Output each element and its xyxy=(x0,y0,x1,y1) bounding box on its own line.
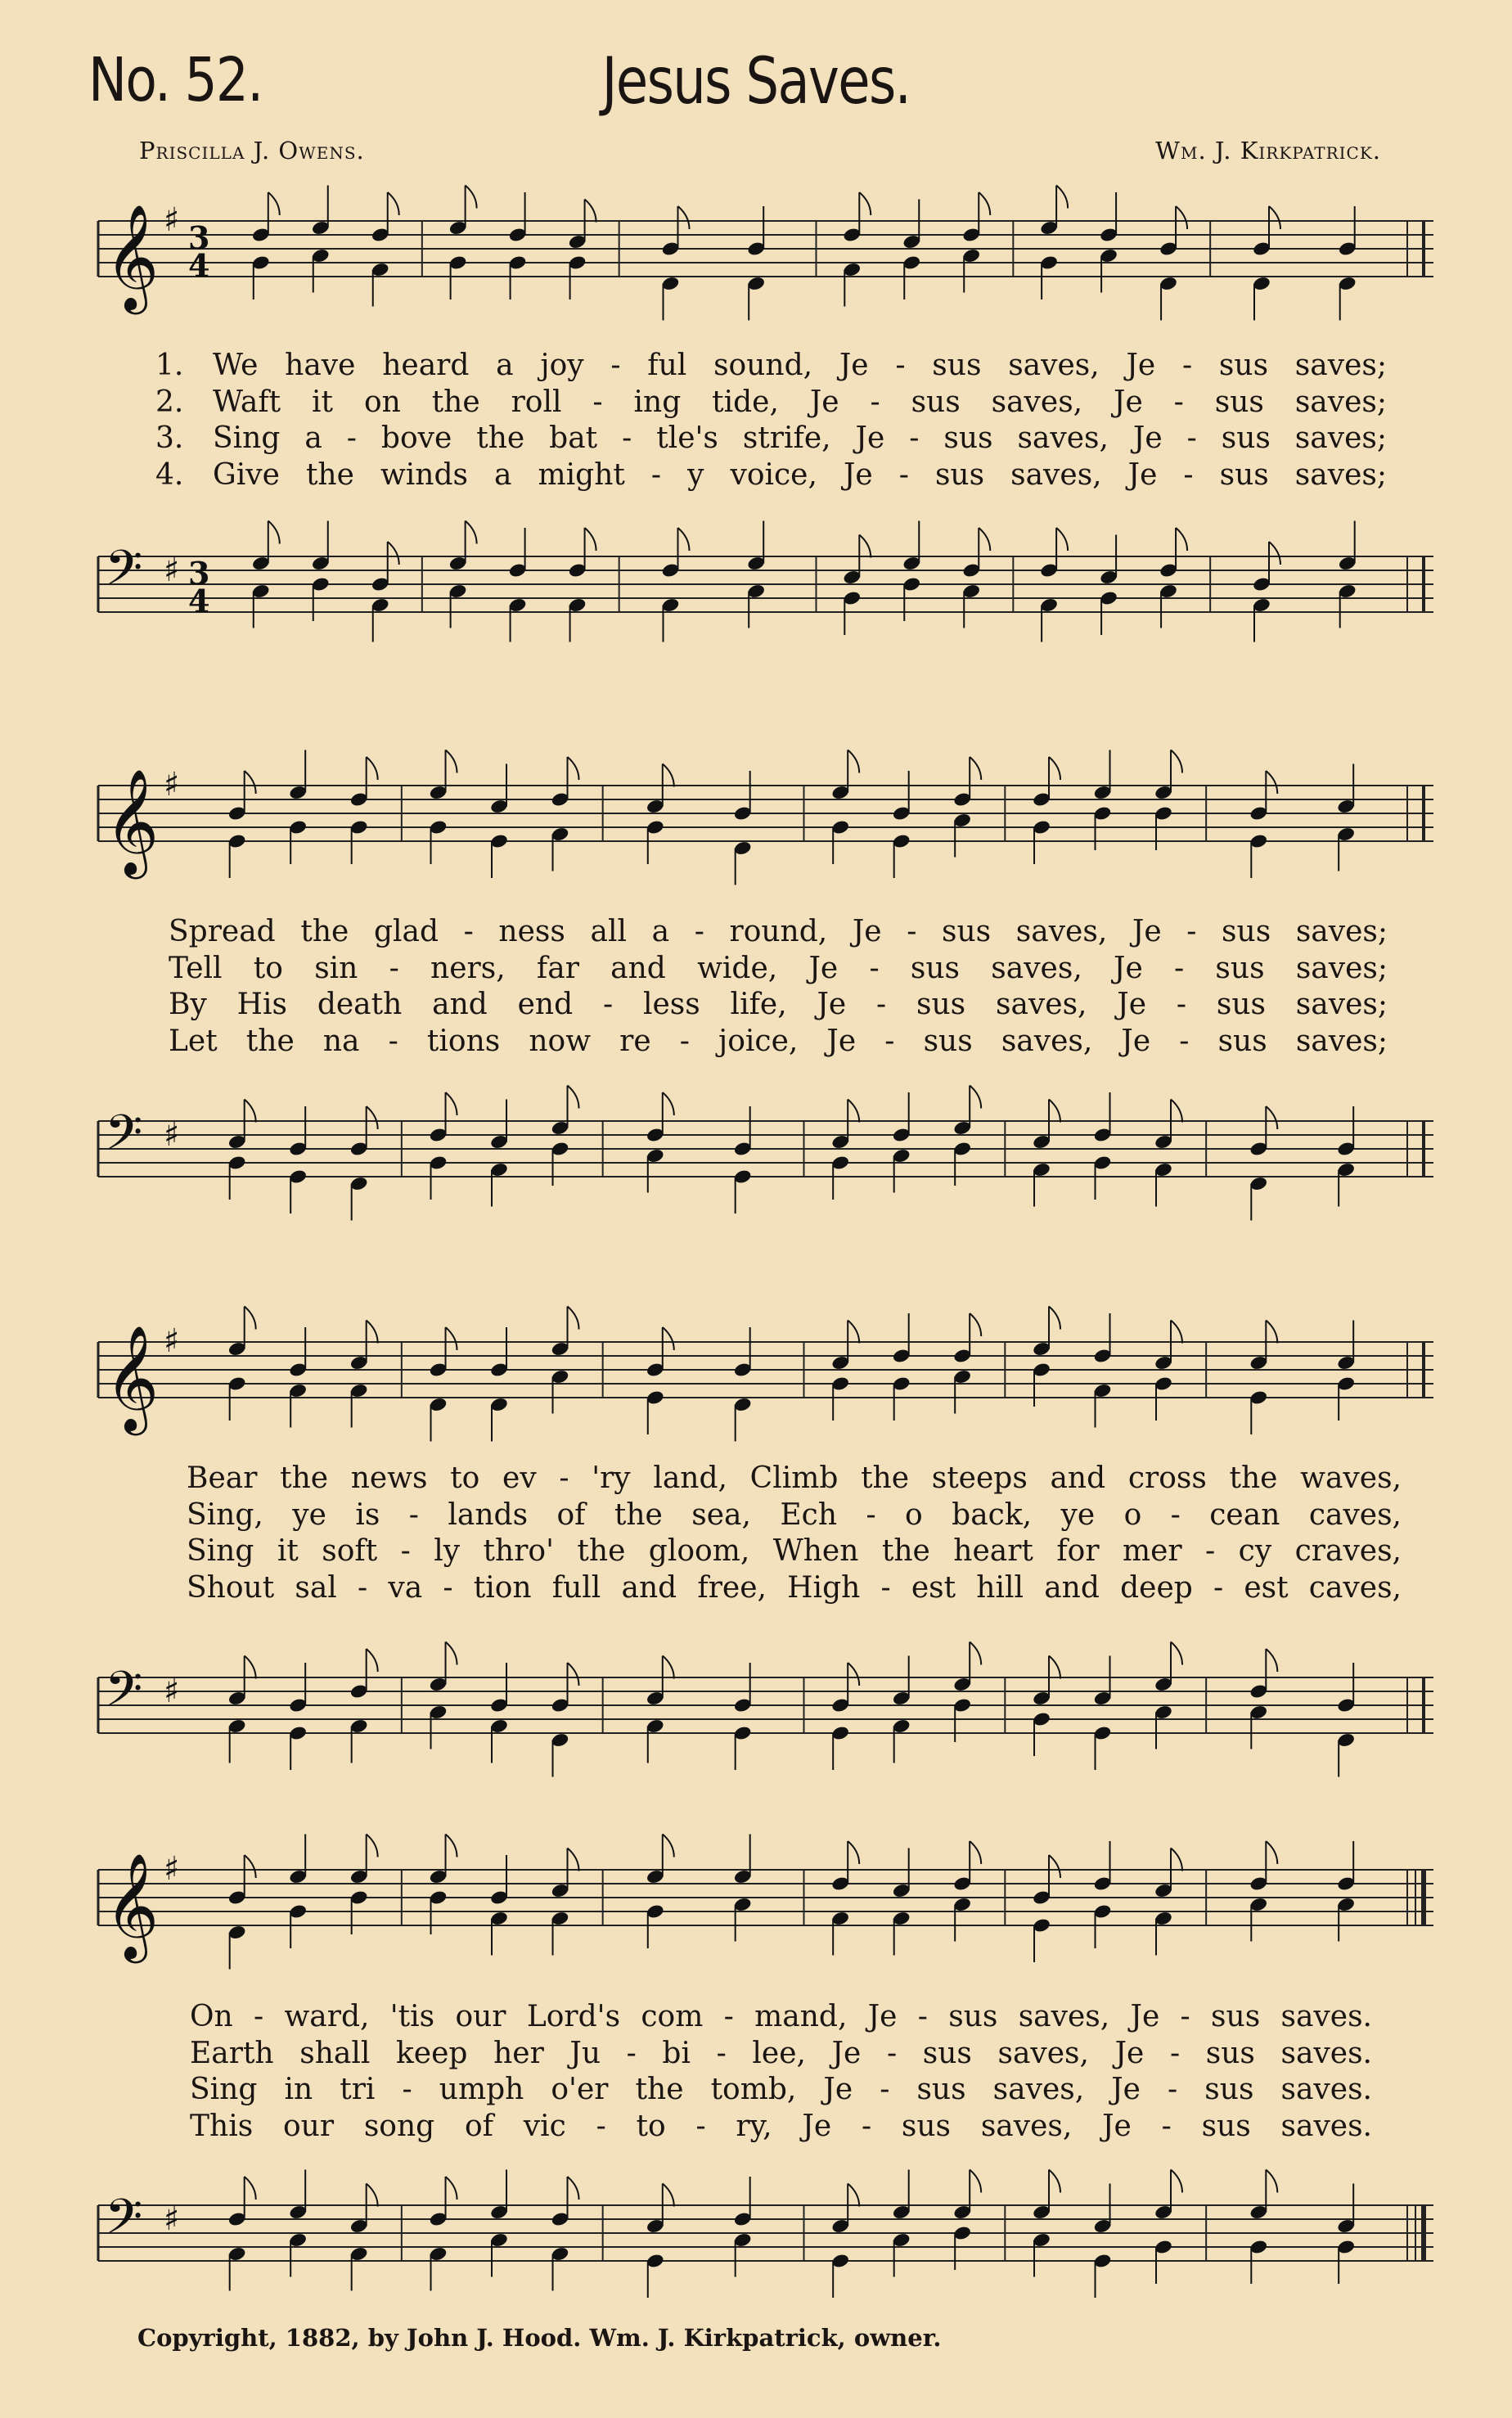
hymn-header xyxy=(82,45,1430,127)
sharp-icon: ♯ xyxy=(164,2200,180,2238)
sharp-icon: ♯ xyxy=(164,201,180,239)
treble-staff xyxy=(82,1305,1440,1444)
hymn-title: Jesus Saves. xyxy=(601,45,911,119)
note-flag xyxy=(1056,186,1068,209)
lyrics-section-3 xyxy=(187,1461,1402,1606)
note-flag xyxy=(979,528,990,551)
note-flag xyxy=(446,1092,457,1115)
note-flag xyxy=(970,757,981,780)
note-flag xyxy=(848,1321,859,1344)
note-flag xyxy=(970,2170,981,2193)
note-flag xyxy=(1171,1848,1182,1871)
sharp-icon: ♯ xyxy=(164,1673,180,1710)
sharp-icon: ♯ xyxy=(164,552,180,589)
lyric-text: Let the na - tions now re - joice, Je - sus saves, Je - sus saves; xyxy=(169,1024,1388,1058)
note-flag xyxy=(388,542,399,565)
note-flag xyxy=(1049,1307,1060,1330)
lyric-line xyxy=(190,2036,1372,2073)
lyric-line xyxy=(187,1570,1402,1607)
note-flag xyxy=(848,1841,859,1864)
lyric-line xyxy=(190,2109,1372,2146)
lyric-line xyxy=(187,1533,1402,1570)
note-flag xyxy=(663,1327,674,1350)
note-flag xyxy=(970,1086,981,1109)
sharp-icon: ♯ xyxy=(164,766,180,804)
note-flag xyxy=(568,2177,579,2200)
note-flag xyxy=(585,528,596,551)
note-flag xyxy=(568,757,579,780)
sharp-icon: ♯ xyxy=(164,1322,180,1360)
lyric-text: Sing a - bove the bat - tle's strife, Je - sus saves, Je - sus saves; xyxy=(213,421,1387,455)
note-flag xyxy=(446,1835,457,1857)
lyric-line xyxy=(187,1461,1402,1497)
note-flag xyxy=(1049,1100,1060,1123)
bass-clef-icon: 𝄢 xyxy=(105,539,143,608)
note-flag xyxy=(1266,2170,1277,2193)
treble-clef-icon: 𝄞 xyxy=(105,1853,160,1959)
lyric-line xyxy=(190,1999,1372,2036)
note-flag xyxy=(446,750,457,773)
time-signature-bottom: 4 xyxy=(188,583,210,619)
note-flag xyxy=(1171,1642,1182,1665)
lyric-line xyxy=(169,914,1388,951)
time-signature-top: 3 xyxy=(188,219,210,256)
lyric-text: Spread the glad - ness all a - round, Je - sus saves, Je - sus saves; xyxy=(169,915,1388,948)
bass-staff xyxy=(82,1084,1440,1223)
lyric-line xyxy=(169,1024,1388,1060)
note-flag xyxy=(446,1642,457,1665)
sharp-icon: ♯ xyxy=(164,1116,180,1154)
treble-clef-icon: 𝄞 xyxy=(105,1325,160,1431)
time-signature-bottom: 4 xyxy=(188,247,210,284)
lyric-text: Bear the news to ev - 'ry land, Climb the steeps and cross the waves, xyxy=(187,1461,1402,1495)
composer: Wm. J. Kirkpatrick. xyxy=(1155,137,1381,164)
lyric-text: Give the winds a might - y voice, Je - sus saves, Je - sus saves; xyxy=(213,457,1387,492)
lyric-text: Waft it on the roll - ing tide, Je - sus saves, Je - sus saves; xyxy=(213,385,1387,419)
treble-clef-icon: 𝄞 xyxy=(105,204,160,310)
note-flag xyxy=(1171,1100,1182,1123)
note-flag xyxy=(663,1656,674,1679)
note-flag xyxy=(859,535,871,558)
note-flag xyxy=(245,2177,256,2200)
note-flag xyxy=(367,1835,378,1857)
lyric-line xyxy=(155,385,1387,421)
note-flag xyxy=(367,1321,378,1344)
note-flag xyxy=(446,1327,457,1350)
note-flag xyxy=(1266,1841,1277,1864)
verse-number: 4. xyxy=(155,457,184,492)
note-flag xyxy=(663,764,674,787)
lyrics-section-2 xyxy=(169,914,1388,1060)
note-flag xyxy=(663,1835,674,1857)
note-flag xyxy=(568,1086,579,1109)
note-flag xyxy=(1269,542,1280,565)
lyric-line xyxy=(169,987,1388,1024)
copyright-notice: Copyright, 1882, by John J. Hood. Wm. J. Kirkpatrick, owner. xyxy=(137,2324,942,2352)
lyric-line xyxy=(169,951,1388,988)
note-flag xyxy=(268,192,280,215)
note-flag xyxy=(1049,1855,1060,1878)
note-flag xyxy=(367,2184,378,2207)
lyric-text: Shout sal - va - tion full and free, High - est hill and deep - est caves, xyxy=(187,1570,1402,1605)
treble-staff xyxy=(82,184,1440,323)
lyric-text: On - ward, 'tis our Lord's com - mand, Je - sus saves, Je - sus saves. xyxy=(190,2000,1372,2033)
bass-staff xyxy=(82,1641,1440,1780)
lyric-text: Sing it soft - ly thro' the gloom, When the heart for mer - cy craves, xyxy=(187,1534,1402,1568)
lyric-text: Sing in tri - umph o'er the tomb, Je - sus saves, Je - sus saves. xyxy=(190,2073,1372,2106)
note-flag xyxy=(446,2177,457,2200)
lyric-text: This our song of vic - to - ry, Je - sus saves, Je - sus saves. xyxy=(190,2109,1372,2143)
note-flag xyxy=(1266,1321,1277,1344)
lyric-line xyxy=(187,1497,1402,1534)
note-flag xyxy=(663,2184,674,2207)
note-flag xyxy=(979,192,990,215)
note-flag xyxy=(970,1642,981,1665)
note-flag xyxy=(1266,1106,1277,1129)
note-flag xyxy=(677,206,689,229)
note-flag xyxy=(367,1106,378,1129)
note-flag xyxy=(1049,757,1060,780)
note-flag xyxy=(1269,206,1280,229)
note-flag xyxy=(568,1663,579,1686)
note-flag xyxy=(388,192,399,215)
note-flag xyxy=(585,200,596,223)
verse-number: 1. xyxy=(155,349,184,382)
lyric-line xyxy=(190,2072,1372,2109)
treble-clef-icon: 𝄞 xyxy=(105,768,160,875)
note-flag xyxy=(1171,2170,1182,2193)
lyric-text: By His death and end - less life, Je - sus saves, Je - sus saves; xyxy=(169,988,1388,1021)
treble-staff xyxy=(82,749,1440,888)
note-flag xyxy=(466,186,477,209)
note-flag xyxy=(466,521,477,544)
lyric-text: We have heard a joy - ful sound, Je - sus saves, Je - sus saves; xyxy=(213,349,1387,382)
time-signature-top: 3 xyxy=(188,555,210,592)
staff-lines xyxy=(98,221,1433,277)
note-flag xyxy=(367,1649,378,1672)
lyric-text: Sing, ye is - lands of the sea, Ech - o back, ye o - cean caves, xyxy=(187,1497,1402,1532)
note-flag xyxy=(568,1307,579,1330)
lyric-line xyxy=(155,348,1387,385)
note-flag xyxy=(268,521,280,544)
hymn-number: No. 52. xyxy=(88,45,263,115)
note-flag xyxy=(848,2184,859,2207)
bass-clef-icon: 𝄢 xyxy=(105,2188,143,2257)
note-flag xyxy=(1176,528,1187,551)
lyricist: Priscilla J. Owens. xyxy=(139,137,365,164)
credits xyxy=(139,137,1381,169)
verse-number: 3. xyxy=(155,421,184,455)
lyrics-section-1 xyxy=(155,348,1387,493)
bass-clef-icon: 𝄢 xyxy=(105,1104,143,1173)
verse-number: 2. xyxy=(155,385,184,419)
note-flag xyxy=(848,1663,859,1686)
note-flag xyxy=(1049,2170,1060,2193)
note-flag xyxy=(970,1841,981,1864)
note-flag xyxy=(1266,771,1277,794)
note-flag xyxy=(1171,1321,1182,1344)
note-flag xyxy=(663,1092,674,1115)
note-flag xyxy=(245,1855,256,1878)
note-flag xyxy=(245,1656,256,1679)
note-flag xyxy=(677,528,689,551)
lyric-line xyxy=(155,421,1387,457)
sharp-icon: ♯ xyxy=(164,1850,180,1888)
note-flag xyxy=(848,1100,859,1123)
note-flag xyxy=(1171,750,1182,773)
bass-clef-icon: 𝄢 xyxy=(105,1660,143,1729)
note-flag xyxy=(848,750,859,773)
note-flag xyxy=(568,1848,579,1871)
lyric-line xyxy=(155,457,1387,494)
staff-lines xyxy=(98,556,1433,612)
bass-staff xyxy=(82,2168,1440,2308)
bass-staff xyxy=(82,520,1440,659)
lyric-text: Tell to sin - ners, far and wide, Je - sus saves, Je - sus saves; xyxy=(169,951,1388,985)
note-flag xyxy=(245,1100,256,1123)
note-flag xyxy=(245,1307,256,1330)
note-flag xyxy=(1176,206,1187,229)
note-flag xyxy=(1056,528,1068,551)
lyric-text: Earth shall keep her Ju - bi - lee, Je - sus saves, Je - sus saves. xyxy=(190,2036,1372,2070)
note-flag xyxy=(1266,1649,1277,1672)
note-flag xyxy=(245,771,256,794)
note-flag xyxy=(1049,1656,1060,1679)
treble-staff xyxy=(82,1833,1440,1972)
note-flag xyxy=(859,192,871,215)
lyrics-section-4 xyxy=(190,1999,1372,2145)
note-flag xyxy=(970,1313,981,1336)
note-flag xyxy=(367,757,378,780)
